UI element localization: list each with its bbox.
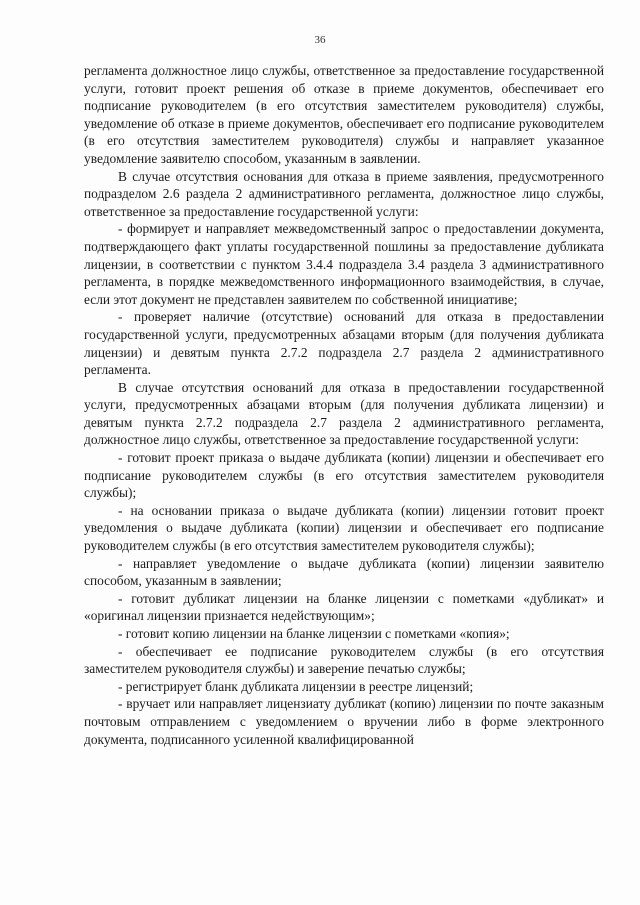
paragraph-7: - на основании приказа о выдаче дубликата (копии) лицензии готовит проект уведомления о выдаче дубликата (копии) лицензии и обеспечивает его подписание руководителем службы (в его отсутствия заместителем руководителя службы); <box>84 502 604 554</box>
paragraph-2: В случае отсутствия основания для отказа в приеме заявления, предусмотренного подразделом 2.6 раздела 2 административного регламента, должностное лицо службы, ответственное за предоставление государственной услуги: <box>84 168 604 219</box>
paragraph-8: - направляет уведомление о выдаче дубликата (копии) лицензии заявителю способом, указанным в заявлении; <box>84 555 604 589</box>
document-body <box>84 62 604 748</box>
paragraph-1: регламента должностное лицо службы, ответственное за предоставление государственной услуги, готовит проект решения об отказе в приеме документов, обеспечивает его подписание руководителем (в его отсутствия заместителем руководителя) службы, уведомление об отказе в приеме документов, обеспечивает его подписание руководителем (в его отсутствия заместителем руководителя) службы и направляет указанное уведомление заявителю способом, указанным в заявлении. <box>84 63 604 166</box>
page-number: 36 <box>314 34 326 46</box>
paragraph-9: - готовит дубликат лицензии на бланке лицензии с пометками «дубликат» и «оригинал лицензии признается недействующим»; <box>84 590 604 624</box>
paragraph-6: - готовит проект приказа о выдаче дубликата (копии) лицензии и обеспечивает его подписание руководителем службы (в его отсутствия заместителем руководителя службы); <box>84 450 604 501</box>
paragraph-10: - готовит копию лицензии на бланке лицензии с пометками «копия»; <box>118 626 510 641</box>
paragraph-4: - проверяет наличие (отсутствие) оснований для отказа в предоставлении государственной услуги, предусмотренных абзацами вторым (для получения дубликата лицензии) и девятым пункта 2.7.2 подраздела 2.7 раздела 2 административного регламента. <box>84 309 604 378</box>
paragraph-12: - регистрирует бланк дубликата лицензии в реестре лицензий; <box>118 678 474 694</box>
paragraph-5: В случае отсутствия оснований для отказа в предоставлении государственной услуги, предусмотренных абзацами вторым (для получения дубликата лицензии) и девятым пункта 2.7.2 подраздела 2.7 раздела 2 административного регламента, должностное лицо службы, ответственное за предоставление государственной услуги: <box>84 379 604 448</box>
paragraph-13: - вручает или направляет лицензиату дубликат (копию) лицензии по почте заказным почтовым отправлением с уведомлением о вручении либо в форме электронного документа, подписанного усиленной квалифицированной <box>84 696 604 747</box>
paragraph-11: - обеспечивает ее подписание руководителем службы (в его отсутствия заместителем руководителя службы) и заверение печатью службы; <box>84 643 604 677</box>
paragraph-3: - формирует и направляет межведомственный запрос о предоставлении документа, подтверждающего факт уплаты государственной пошлины за предоставление дубликата лицензии, в соответствии с пунктом 3.4.4 подраздела 3.4 раздела 3 административного регламента, в порядке межведомственного информационного взаимодействия, в случае, если этот документ не представлен заявителем по собственной инициативе; <box>84 221 604 307</box>
